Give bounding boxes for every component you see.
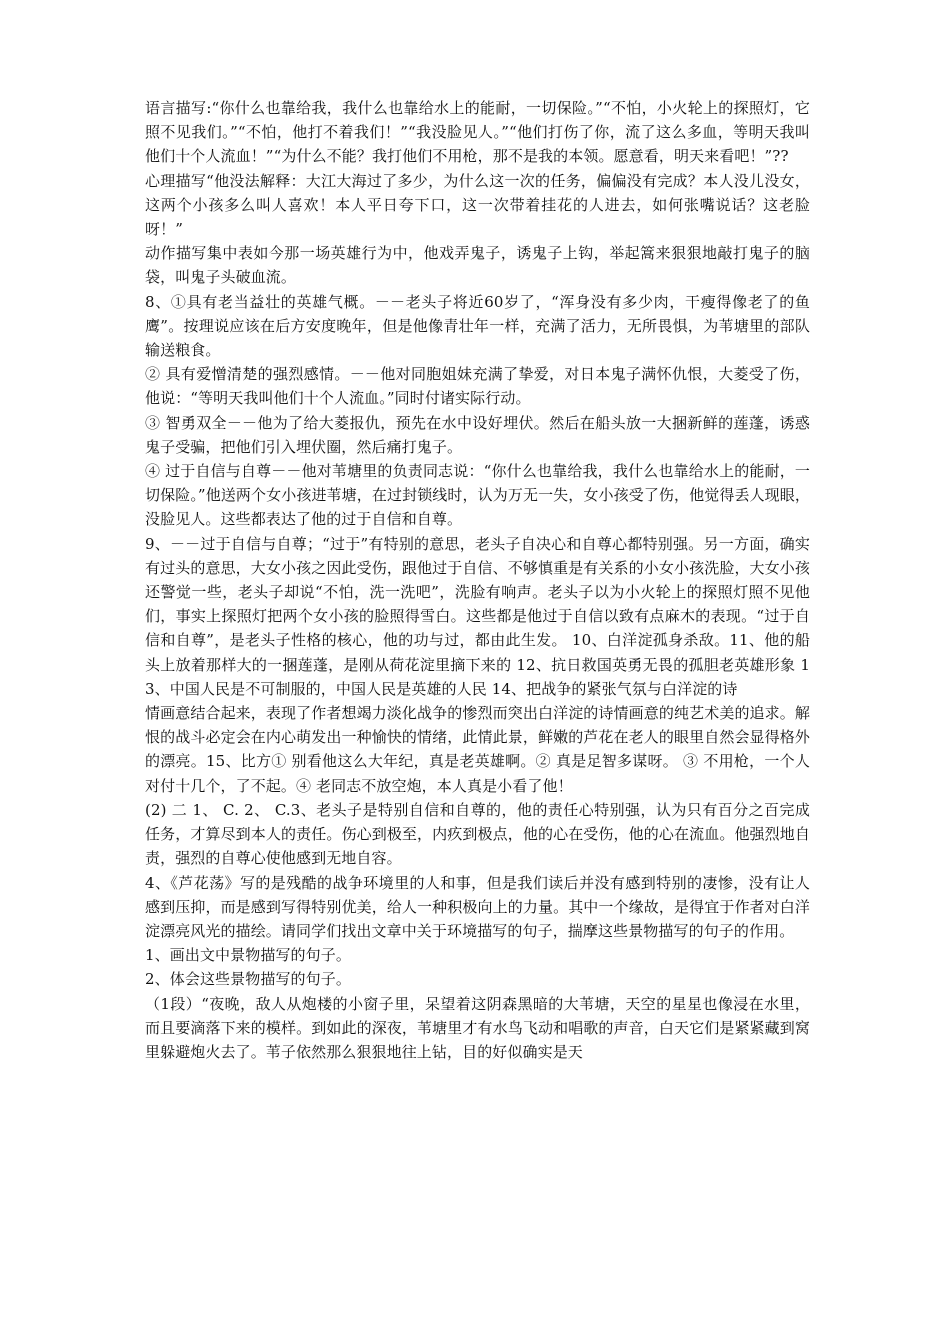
paragraph-section-1-quote: （1段）“夜晚，敌人从炮楼的小窗子里，呆望着这阴森黑暗的大苇塘，天空的星星也像浸在水里，而且要滴落下来的模样。到如此的深夜，苇塘里才有水鸟飞动和唱歌的声音，白天它们是紧紧藏到窝里躲避炮火去了。苇子依然那么狠狠地往上钻，目的好似确实是天 — [145, 994, 810, 1061]
paragraph-language-description: 语言描写:“你什么也靠给我，我什么也靠给水上的能耐，一切保险。”“不怕，小火轮上的探照灯，它照不见我们。”“不怕，他打不着我们！”“我没脸见人。”“他们打伤了你，流了这么多血，等明天我叫他们十个人流血！”“为什么不能？我打他们不用枪，那不是我的本领。愿意看，明天来看吧！”?? — [145, 99, 810, 166]
document-body — [145, 96, 810, 1064]
paragraph-answer-9-14: 9、－－过于自信与自尊；“过于”有特别的意思，老头子自决心和自尊心都特别强。另一方面，确实有过头的意思，大女小孩之因此受伤，跟他过于自信、不够慎重是有关系的小女小孩洗脸，大女小孩还警觉一些，老头子却说“不怕，洗一洗吧”，洗脸有响声。老头子以为小火轮上的探照灯照不见他们，事实上探照灯把两个女小孩的脸照得雪白。这些都是他过于自信以致有点麻木的表现。“过于自信和自尊”，是老头子性格的核心，他的功与过，都由此生发。 10、白洋淀孤身杀敌。11、他的船头上放着那样大的一捆莲蓬，是刚从荷花淀里摘下来的 12、抗日救国英勇无畏的孤胆老英雄形象 13、中国人民是不可制服的，中国人民是英雄的人民 14、把战争的紧张气氛与白洋淀的诗 — [145, 534, 810, 698]
paragraph-answer-8-2: ② 具有爱憎清楚的强烈感情。－－他对同胞姐妹充满了挚爱，对日本鬼子满怀仇恨，大菱受了伤，他说：“等明天我叫他们十个人流血。”同时付诸实际行动。 — [145, 365, 810, 408]
paragraph-psychological-description: 心理描写“他没法解释：大江大海过了多少，为什么这一次的任务，偏偏没有完成？本人没儿没女，这两个小孩多么叫人喜欢！本人平日夸下口，这一次带着挂花的人进去，如何张嘴说话？这老脸呀！” — [145, 171, 810, 239]
paragraph-task-2: 2、体会这些景物描写的句子。 — [145, 970, 351, 989]
paragraph-question-4: 4、《芦花荡》写的是残酷的战争环境里的人和事，但是我们读后并没有感到特别的凄惨，没有让人感到压抑，而是感到写得特别优美，给人一种积极向上的力量。其中一个缘故，是得宜于作者对白洋淀漂亮风光的描绘。请同学们找出文章中关于环境描写的句子，揣摩这些景物描写的句子的作用。 — [145, 873, 810, 940]
paragraph-answer-8-3: ③ 智勇双全－－他为了给大菱报仇，预先在水中设好埋伏。然后在船头放一大捆新鲜的莲蓬，诱惑鬼子受骗，把他们引入埋伏圈，然后痛打鬼子。 — [145, 413, 810, 456]
paragraph-answer-8-1: 8、①具有老当益壮的英雄气概。－－老头子将近60岁了，“浑身没有多少肉，干瘦得像老了的鱼鹰”。按理说应该在后方安度晚年，但是他像青壮年一样，充满了活力，无所畏惧，为苇塘里的部队输送粮食。 — [145, 292, 810, 360]
paragraph-answer-14-15: 情画意结合起来，表现了作者想竭力淡化战争的惨烈而突出白洋淀的诗情画意的纯艺术美的追求。解恨的战斗必定会在内心萌发出一种愉快的情绪，此情此景，鲜嫩的芦花在老人的眼里自然会显得格外的漂亮。15、比方① 别看他这么大年纪，真是老英雄啊。② 真是足智多谋呀。 ③ 不用枪，一个人对付十几个，了不起。④ 老同志不放空炮，本人真是小看了他！ — [145, 704, 810, 795]
paragraph-part-2-answers: (2) 二 1、 C. 2、 C.3、老头子是特别自信和自尊的，他的责任心特别强，认为只有百分之百完成任务，才算尽到本人的责任。伤心到极至，内疚到极点，他的心在受伤，他的心在流血。他强烈地自责，强烈的自尊心使他感到无地自容。 — [145, 800, 810, 868]
paragraph-task-1: 1、画出文中景物描写的句子。 — [145, 946, 351, 965]
paragraph-action-description: 动作描写集中表如今那一场英雄行为中，他戏弄鬼子，诱鬼子上钩，举起篙来狠狠地敲打鬼子的脑袋，叫鬼子头破血流。 — [145, 244, 810, 287]
paragraph-answer-8-4: ④ 过于自信与自尊－－他对苇塘里的负责同志说：“你什么也靠给我，我什么也靠给水上的能耐，一切保险。”他送两个女小孩进苇塘，在过封锁线时，认为万无一失，女小孩受了伤，他觉得丢人现眼，没脸见人。这些都表达了他的过于自信和自尊。 — [145, 462, 810, 529]
